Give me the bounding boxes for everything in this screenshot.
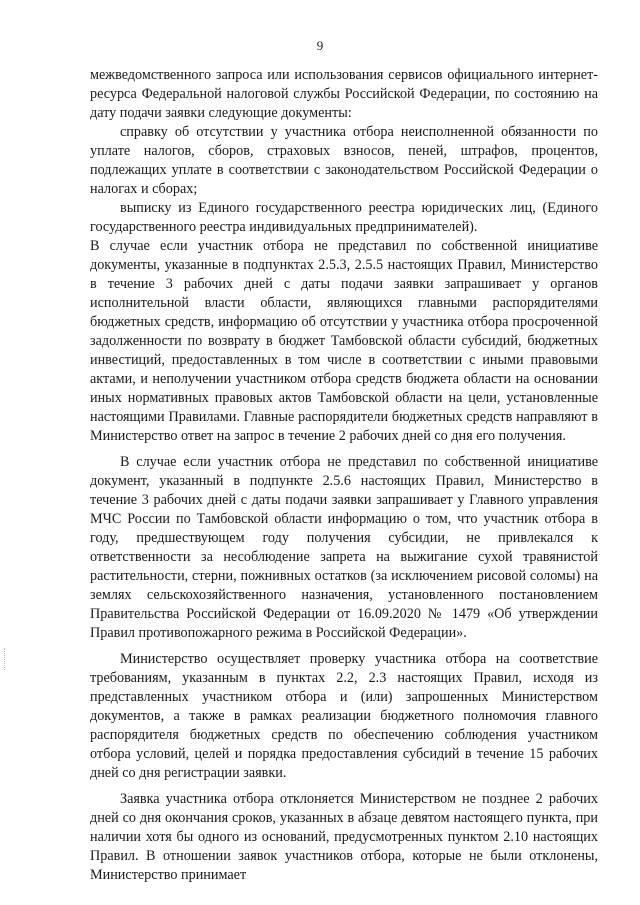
- page-number: 9: [316, 38, 324, 53]
- scan-margin-mark: [4, 648, 9, 670]
- paragraph-application-rejection: Заявка участника отбора отклоняется Министерством не позднее 2 рабочих дней со дня окончания сроков, указанных в абзаце девятом настоящего пункта, при наличии хотя бы одного из оснований, предусмотренных пунктом 2.10 настоящих Правил. В отношении заявок участников отбора, которые не были отклонены, Министерство принимает: [90, 791, 598, 883]
- paragraph-mchs-request: В случае если участник отбора не представил по собственной инициативе документ, указанный в подпункте 2.5.6 настоящих Правил, Министерство в течение 3 рабочих дней с даты подачи заявки запрашивает у Главного управления МЧС России по Тамбовской области информацию о том, что участник отбора в году, предшествующем году получения субсидии, не привлекался к ответственности за несоблюдение запрета на выжигание сухой травянистой растительности, стерни, пожнивных остатков (за исключением рисовой соломы) на землях сельскохозяйственного назначения, установленного постановлением Правительства Российской Федерации от 16.09.2020 № 1479 «Об утверждении Правил противопожарного режима в Российской Федерации».: [90, 454, 598, 641]
- paragraph-tax-certificate: справку об отсутствии у участника отбора неисполненной обязанности по уплате налогов, сборов, страховых взносов, пеней, штрафов, процентов, подлежащих уплате в соответствии с законодательством Российской Федерации о налогах и сборах;: [90, 124, 598, 197]
- paragraph-budget-debt-request: В случае если участник отбора не представил по собственной инициативе документы, указанные в подпунктах 2.5.3, 2.5.5 настоящих Правил, Министерство в течение 3 рабочих дней с даты подачи заявки запрашивает у органов исполнительной власти области, являющихся главными распорядителями бюджетных средств, информацию об отсутствии у участника отбора просроченной задолженности по возврату в бюджет Тамбовской области субсидий, бюджетных инвестиций, предоставленных в том числе в соответствии с иными правовыми актами, и неполучении участником отбора средств бюджета области на основании иных нормативных правовых актов Тамбовской области на цели, установленные настоящими Правилами. Главные распорядители бюджетных средств направляют в Министерство ответ на запрос в течение 2 рабочих дней со дня его получения.: [90, 238, 598, 444]
- paragraph-ministry-check: Министерство осуществляет проверку участника отбора на соответствие требованиям, указанным в пунктах 2.2, 2.3 настоящих Правил, исходя из представленных участником отбора и (или) запрошенных Министерством документов, а также в рамках реализации бюджетного полномочия главного распорядителя бюджетных средств по обеспечению соблюдения участником отбора условий, целей и порядка предоставления субсидий в течение 15 рабочих дней со дня регистрации заявки.: [90, 651, 598, 781]
- document-body: [90, 66, 598, 885]
- paragraph-interagency-request: межведомственного запроса или использования сервисов официального интернет-ресурса Федеральной налоговой службы Российской Федерации, по состоянию на дату подачи заявки следующие документы:: [90, 67, 598, 121]
- paragraph-registry-extract: выписку из Единого государственного реестра юридических лиц, (Единого государственного реестра индивидуальных предпринимателей).: [90, 200, 598, 235]
